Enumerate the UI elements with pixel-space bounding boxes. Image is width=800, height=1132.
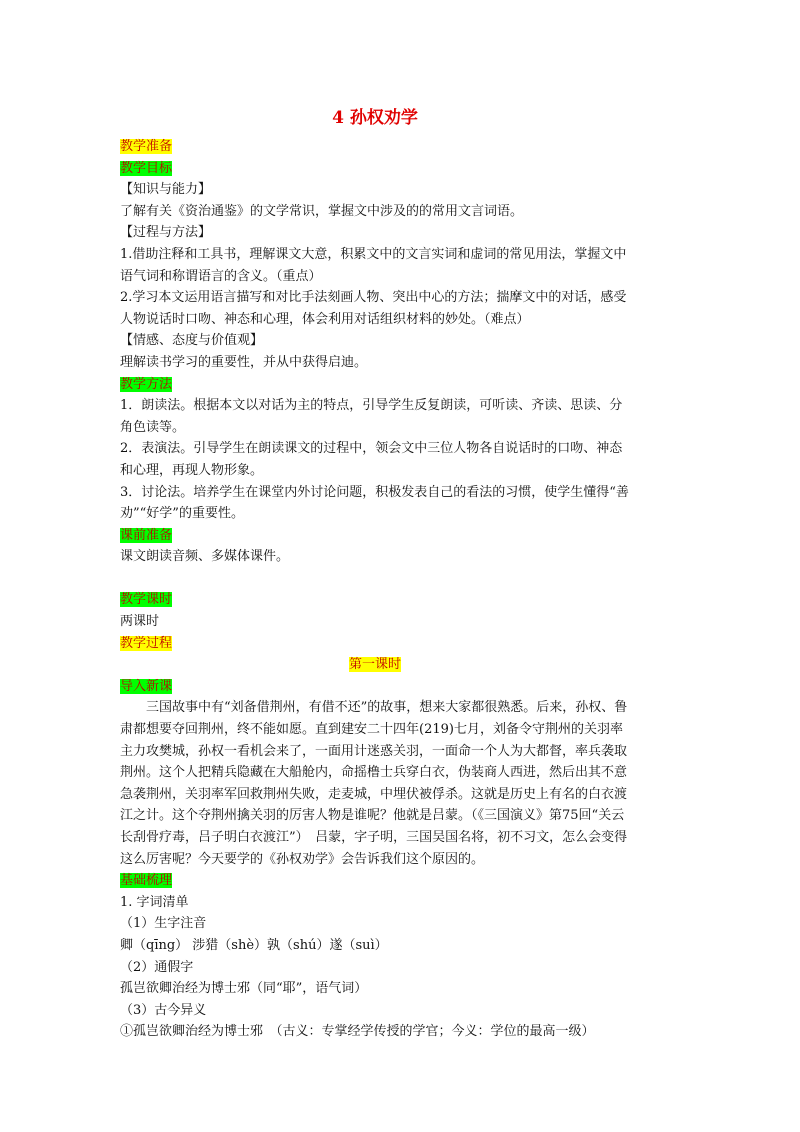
section-heading-goals: 教学目标 <box>120 160 173 176</box>
section-heading-prep: 教学准备 <box>120 139 173 154</box>
pre-class-text: 课文朗读音频、多媒体课件。 <box>120 549 290 565</box>
basics-line-2: （1）生字注音 <box>120 916 207 932</box>
basics-line-4: （2）通假字 <box>120 959 194 975</box>
basics-line-6: （3）古今异义 <box>120 1002 207 1018</box>
basics-line-7: ①孤岂欲卿治经为博士邪 （古义：专掌经学传授的学官；今义：学位的最高一级） <box>120 1024 595 1040</box>
basics-line-5: 孤岂欲卿治经为博士邪（同“耶”，语气词） <box>120 981 368 997</box>
process-item-1: 1.借助注释和工具书，理解课文大意，积累文中的文言实词和虚词的常见用法，掌握文中语气词和称谓语言的含义。（重点） <box>120 246 627 284</box>
section-heading-process: 教学过程 <box>120 635 173 651</box>
process-item-2: 2.学习本文运用语言描写和对比手法刻画人物、突出中心的方法；揣摩文中的对话，感受人物说话时口吻、神态和心理，体会利用对话组织材料的妙处。（难点） <box>120 290 627 327</box>
section-heading-method: 教学方法 <box>120 376 173 392</box>
first-period-heading: 第一课时 <box>348 657 401 673</box>
page-title: 4 孙权劝学 <box>332 108 418 128</box>
emotion-heading: 【情感、态度与价值观】 <box>120 333 264 349</box>
method-item-3: 3．讨论法。培养学生在课堂内外讨论问题，积极发表自己的看法的习惯，使学生懂得“善劝”“好学”的重要性。 <box>120 484 629 522</box>
knowledge-heading: 【知识与能力】 <box>120 182 212 198</box>
section-heading-periods: 教学课时 <box>120 592 173 608</box>
periods-text: 两课时 <box>120 614 160 630</box>
blank-line <box>120 568 630 590</box>
section-heading-basics: 基础梳理 <box>120 873 173 889</box>
section-heading-pre-class: 课前准备 <box>120 527 173 543</box>
method-item-1: 1．朗读法。根据本文以对话为主的特点，引导学生反复朗读，可听读、齐读、思读、分角色读等。 <box>120 398 623 435</box>
emotion-text: 理解读书学习的重要性，并从中获得启迪。 <box>120 354 368 370</box>
intro-paragraph: 三国故事中有“刘备借荆州，有借不还”的故事，想来大家都很熟悉。后来，孙权、鲁肃都想要夺回荆州，终不能如愿。直到建安二十四年(219)七月，刘备令守荆州的关羽率主力攻樊城，孙权一看机会来了，一面用计迷惑关羽，一面命一个人为大都督，率兵袭取荆州。这个人把精兵隐藏在大船舱内，命摇橹士兵穿白衣，伪装商人西进，然后出其不意急袭荆州，关羽率军回救荆州失败，走麦城，中埋伏被俘杀。这就是历史上有名的白衣渡江之计。这个夺荆州擒关羽的厉害人物是谁呢？他就是吕蒙。（《三国演义》第75回“关云长刮骨疗毒，吕子明白衣渡江”） 吕蒙，字子明，三国吴国名将，初不习文，怎么会变得这么厉害呢？今天要学的《孙权劝学》会告诉我们这个原因的。 <box>120 700 628 867</box>
knowledge-text: 了解有关《资治通鉴》的文学常识，掌握文中涉及的的常用文言词语。 <box>120 203 524 219</box>
basics-line-3: 卿（qīng） 涉猎（shè）孰（shú）遂（suì） <box>120 937 388 953</box>
section-heading-intro: 导入新课 <box>120 678 173 694</box>
basics-line-1: 1. 字词清单 <box>120 894 189 910</box>
process-heading: 【过程与方法】 <box>120 225 212 241</box>
method-item-2: 2．表演法。引导学生在朗读课文的过程中，领会文中三位人物各自说话时的口吻、神态和心理，再现人物形象。 <box>120 441 623 478</box>
